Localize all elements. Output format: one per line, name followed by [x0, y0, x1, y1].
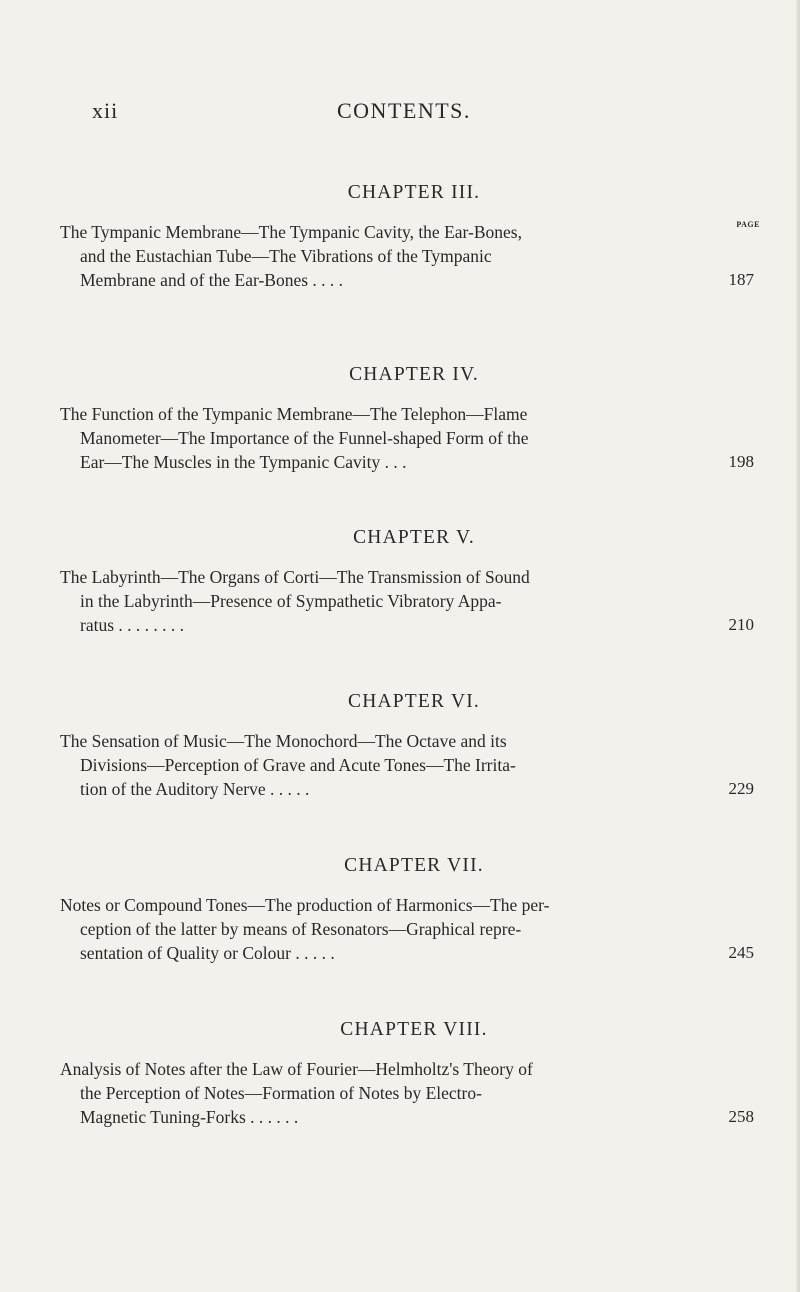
page-number: 258: [728, 1107, 754, 1126]
chapter-summary: [60, 729, 760, 801]
chapter-summary: [60, 893, 760, 965]
summary-line: ratus . . . . . . . .: [80, 615, 185, 635]
page-edge-shadow: [796, 0, 800, 1292]
summary-line: Manometer—The Importance of the Funnel-shaped Form of the: [80, 428, 529, 448]
summary-line: tion of the Auditory Nerve . . . . .: [80, 779, 310, 799]
summary-line: Divisions—Perception of Grave and Acute Tones—The Irrita-: [80, 755, 516, 775]
chapter-summary: [60, 220, 760, 292]
page-numeral: xii: [92, 98, 119, 123]
chapter-heading: CHAPTER VIII.: [340, 1019, 488, 1040]
running-header: [92, 98, 592, 138]
summary-line: Magnetic Tuning-Forks . . . . . .: [80, 1107, 299, 1127]
summary-line: The Tympanic Membrane—The Tympanic Cavity, the Ear-Bones,: [60, 222, 522, 242]
summary-line: The Sensation of Music—The Monochord—The Octave and its: [60, 731, 507, 751]
page-number: 187: [728, 270, 754, 289]
summary-line: The Labyrinth—The Organs of Corti—The Transmission of Sound: [60, 567, 530, 587]
summary-line: Ear—The Muscles in the Tympanic Cavity . . .: [80, 452, 407, 472]
chapter-entry-7: [60, 855, 760, 965]
chapter-summary: [60, 565, 760, 637]
summary-line: Notes or Compound Tones—The production of Harmonics—The per-: [60, 895, 550, 915]
chapter-heading: CHAPTER VI.: [347, 691, 481, 712]
chapter-entry-5: [60, 527, 760, 637]
chapter-heading: CHAPTER V.: [353, 527, 475, 548]
page-column-label: PAGE: [736, 220, 760, 229]
summary-line: and the Eustachian Tube—The Vibrations of the Tympanic: [80, 246, 492, 266]
chapter-heading: CHAPTER VII.: [344, 855, 484, 876]
chapter-heading: CHAPTER III.: [347, 182, 481, 203]
chapter-entry-4: [60, 364, 760, 474]
chapter-heading: CHAPTER IV.: [349, 364, 479, 385]
summary-line: the Perception of Notes—Formation of Notes by Electro-: [80, 1083, 482, 1103]
page-number: 198: [728, 452, 754, 471]
chapter-entry-8: [60, 1019, 760, 1129]
chapter-entry-6: [60, 691, 760, 801]
summary-line: ception of the latter by means of Resonators—Graphical repre-: [80, 919, 522, 939]
chapter-entry-3: [60, 182, 760, 292]
summary-line: The Function of the Tympanic Membrane—The Telephon—Flame: [60, 404, 528, 424]
summary-line: sentation of Quality or Colour . . . . .: [80, 943, 335, 963]
chapter-summary: [60, 402, 760, 474]
summary-line: Membrane and of the Ear-Bones . . . .: [80, 270, 344, 290]
page-number: 229: [728, 779, 754, 798]
page-number: 245: [728, 943, 754, 962]
summary-line: in the Labyrinth—Presence of Sympathetic Vibratory Appa-: [80, 591, 502, 611]
chapter-summary: [60, 1057, 760, 1129]
summary-line: Analysis of Notes after the Law of Fourier—Helmholtz's Theory of: [60, 1059, 533, 1079]
page-title: CONTENTS.: [337, 98, 471, 123]
page-number: 210: [728, 615, 754, 634]
